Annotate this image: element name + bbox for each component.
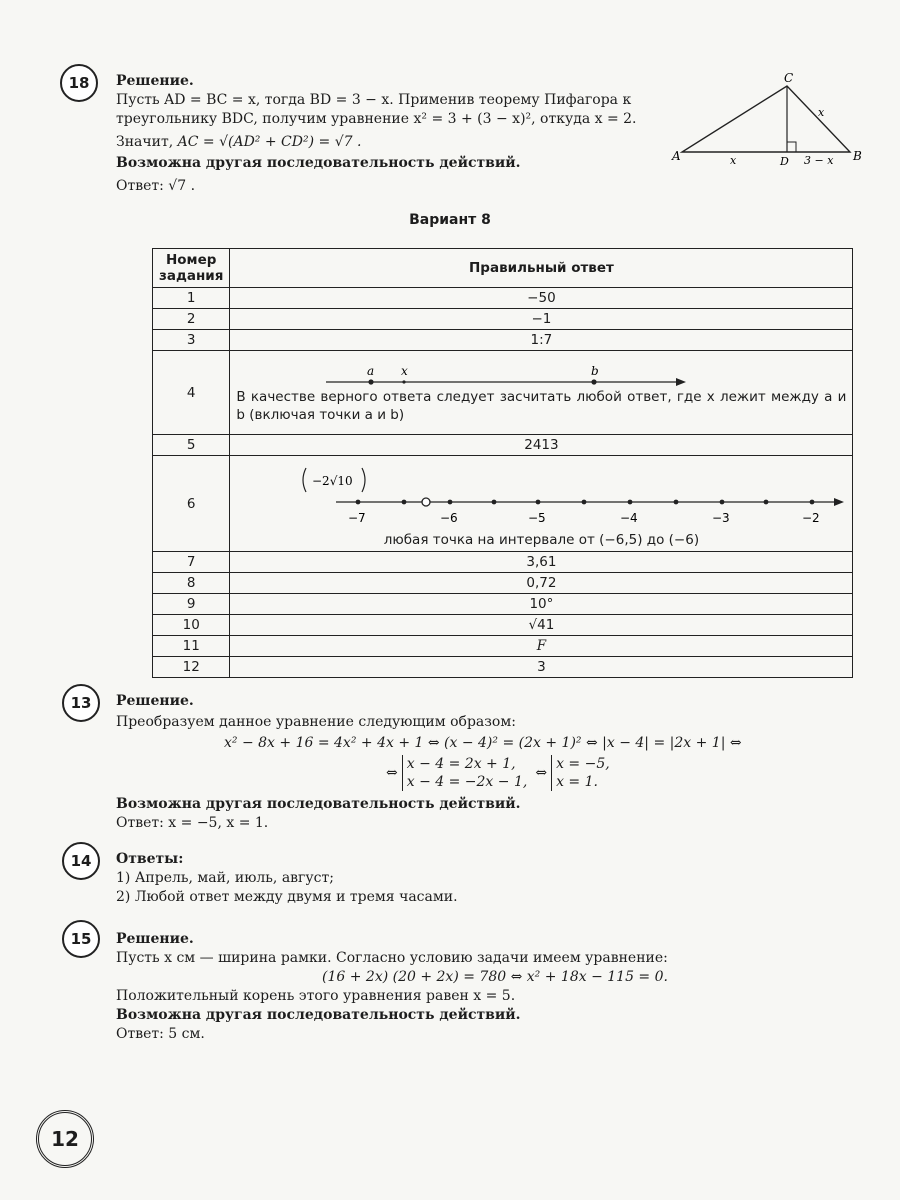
task-number-cell: 4 bbox=[153, 351, 230, 435]
task-number-cell: 11 bbox=[153, 636, 230, 657]
vertex-label-a: A bbox=[672, 149, 681, 163]
task15-solution bbox=[116, 930, 756, 1044]
task-number-cell: 10 bbox=[153, 615, 230, 636]
answer-cell: F bbox=[230, 636, 853, 657]
tick-label: −5 bbox=[528, 510, 547, 525]
answers-table bbox=[152, 248, 853, 678]
task-number-badge: 14 bbox=[62, 842, 100, 880]
marker-point bbox=[422, 498, 430, 506]
solution-text: Значит, bbox=[116, 134, 174, 150]
table-row bbox=[153, 552, 853, 573]
number-line-ab bbox=[236, 362, 846, 388]
table-row bbox=[153, 636, 853, 657]
task-number-cell: 3 bbox=[153, 330, 230, 351]
tick-dot bbox=[582, 499, 587, 504]
label-x: x bbox=[401, 363, 409, 378]
task18-solution bbox=[116, 72, 656, 196]
answer-text: любая точка на интервале от (−6,5) до (−6) bbox=[383, 531, 700, 548]
table-row bbox=[153, 288, 853, 309]
solution-heading: Решение. bbox=[116, 693, 194, 709]
answer-cell: −50 bbox=[230, 288, 853, 309]
answer-cell bbox=[230, 456, 853, 552]
answer-cell: 1:7 bbox=[230, 330, 853, 351]
right-angle-mark bbox=[787, 142, 796, 152]
segment-label-ad: x bbox=[730, 154, 737, 167]
table-row bbox=[153, 456, 853, 552]
variant-title: Вариант 8 bbox=[409, 212, 491, 228]
label-b: b bbox=[591, 363, 600, 378]
tick-dot bbox=[674, 499, 679, 504]
task13-solution bbox=[116, 692, 796, 833]
table-row bbox=[153, 615, 853, 636]
tick-dot bbox=[536, 499, 541, 504]
equivalence-sign: ⇔ bbox=[535, 764, 548, 781]
triangle-outline bbox=[682, 86, 850, 152]
solution-line: Пусть x см — ширина рамки. Согласно условию задачи имеем уравнение: bbox=[116, 950, 668, 966]
table-row bbox=[153, 594, 853, 615]
task-number-badge: 13 bbox=[62, 684, 100, 722]
table-row bbox=[153, 309, 853, 330]
table-row bbox=[153, 435, 853, 456]
equation: x² − 8x + 16 = 4x² + 4x + 1 ⇔ (x − 4)² = (2x + 1)² ⇔ |x − 4| = |2x + 1| ⇔ bbox=[224, 735, 742, 751]
axis-arrow bbox=[676, 378, 686, 386]
answer-cell: 10° bbox=[230, 594, 853, 615]
equation: (16 + 2x) (20 + 2x) = 780 ⇔ x² + 18x − 115 = 0. bbox=[322, 969, 668, 985]
answer-cell: −1 bbox=[230, 309, 853, 330]
solution-line: Положительный корень этого уравнения равен x = 5. bbox=[116, 988, 516, 1004]
tick-dot bbox=[448, 499, 453, 504]
tick-dot bbox=[764, 499, 769, 504]
solution-line: Преобразуем данное уравнение следующим образом: bbox=[116, 714, 516, 730]
table-row bbox=[153, 573, 853, 594]
system-line: x − 4 = 2x + 1, bbox=[406, 756, 516, 772]
label-a: a bbox=[367, 363, 375, 378]
vertex-label-c: C bbox=[784, 72, 794, 85]
number-line-interval bbox=[236, 460, 846, 532]
answer-cell: √41 bbox=[230, 615, 853, 636]
tick-label: −4 bbox=[620, 510, 639, 525]
tick-dot bbox=[628, 499, 633, 504]
marker-label: −2√10 bbox=[312, 473, 354, 488]
answer-cell: 2413 bbox=[230, 435, 853, 456]
tick-dot bbox=[720, 499, 725, 504]
systems-row bbox=[116, 755, 796, 791]
task-number-cell: 1 bbox=[153, 288, 230, 309]
tick-label: −7 bbox=[348, 510, 367, 525]
equivalence-sign: ⇔ bbox=[386, 764, 398, 781]
answer-line: Ответ: x = −5, x = 1. bbox=[116, 815, 269, 831]
system-line: x = 1. bbox=[556, 774, 598, 790]
task-number-badge: 18 bbox=[60, 64, 98, 102]
point-b bbox=[592, 379, 597, 384]
tick-dot bbox=[492, 499, 497, 504]
answer-cell: 3,61 bbox=[230, 552, 853, 573]
answer-text: В качестве верного ответа следует засчитать любой ответ, где x лежит между a и b (включая точки a и b) bbox=[236, 388, 847, 423]
task-number-cell: 6 bbox=[153, 456, 230, 552]
system-line: x = −5, bbox=[556, 756, 610, 772]
tick-dot bbox=[402, 499, 407, 504]
table-header bbox=[153, 249, 853, 288]
vertex-label-b: B bbox=[853, 149, 862, 163]
table-row bbox=[153, 351, 853, 435]
task-number-cell: 5 bbox=[153, 435, 230, 456]
solution-line bbox=[116, 133, 656, 152]
system-right bbox=[551, 755, 610, 791]
system-line: x − 4 = −2x − 1, bbox=[406, 774, 528, 790]
tick-dot bbox=[356, 499, 361, 504]
answer-cell: 0,72 bbox=[230, 573, 853, 594]
answer-line: 1) Апрель, май, июль, август; bbox=[116, 870, 334, 886]
table-row bbox=[153, 657, 853, 678]
formula: AC = √(AD² + CD²) = √7 . bbox=[177, 134, 362, 150]
point-a bbox=[369, 379, 374, 384]
tick-label: −2 bbox=[802, 510, 821, 525]
answer-line: Ответ: 5 см. bbox=[116, 1026, 205, 1042]
task-number-badge: 15 bbox=[62, 920, 100, 958]
tick-label: −6 bbox=[440, 510, 459, 525]
alternative-note: Возможна другая последовательность действий. bbox=[116, 796, 521, 812]
task-number-cell: 7 bbox=[153, 552, 230, 573]
vertex-label-d: D bbox=[780, 155, 789, 168]
column-header-number: Номер задания bbox=[153, 249, 230, 288]
answer-line: 2) Любой ответ между двумя и тремя часами. bbox=[116, 889, 458, 905]
triangle-figure bbox=[670, 72, 870, 172]
alternative-note: Возможна другая последовательность действий. bbox=[116, 155, 521, 171]
task-number-cell: 8 bbox=[153, 573, 230, 594]
system-left bbox=[402, 755, 528, 791]
task-number-cell: 9 bbox=[153, 594, 230, 615]
page-number: 12 bbox=[36, 1110, 94, 1168]
segment-label-db: 3 − x bbox=[804, 154, 834, 167]
solution-heading: Решение. bbox=[116, 931, 194, 947]
alternative-note: Возможна другая последовательность действий. bbox=[116, 1007, 521, 1023]
task14-answers bbox=[116, 850, 716, 907]
solution-line: треугольнику BDC, получим уравнение x² = 3 + (3 − x)², откуда x = 2. bbox=[116, 111, 637, 127]
solution-heading: Ответы: bbox=[116, 851, 184, 867]
task-number-cell: 12 bbox=[153, 657, 230, 678]
answer-cell bbox=[230, 351, 853, 435]
task-number-cell: 2 bbox=[153, 309, 230, 330]
column-header-answer: Правильный ответ bbox=[230, 249, 853, 288]
answer-line: Ответ: √7 . bbox=[116, 178, 196, 194]
segment-label-bc: x bbox=[818, 106, 825, 119]
axis-arrow bbox=[834, 498, 844, 506]
answer-cell: 3 bbox=[230, 657, 853, 678]
table-row bbox=[153, 330, 853, 351]
solution-line: Пусть AD = BC = x, тогда BD = 3 − x. Применив теорему Пифагора к bbox=[116, 92, 632, 108]
solution-heading: Решение. bbox=[116, 73, 194, 89]
tick-dot bbox=[810, 499, 815, 504]
point-x bbox=[403, 380, 406, 383]
tick-label: −3 bbox=[712, 510, 731, 525]
